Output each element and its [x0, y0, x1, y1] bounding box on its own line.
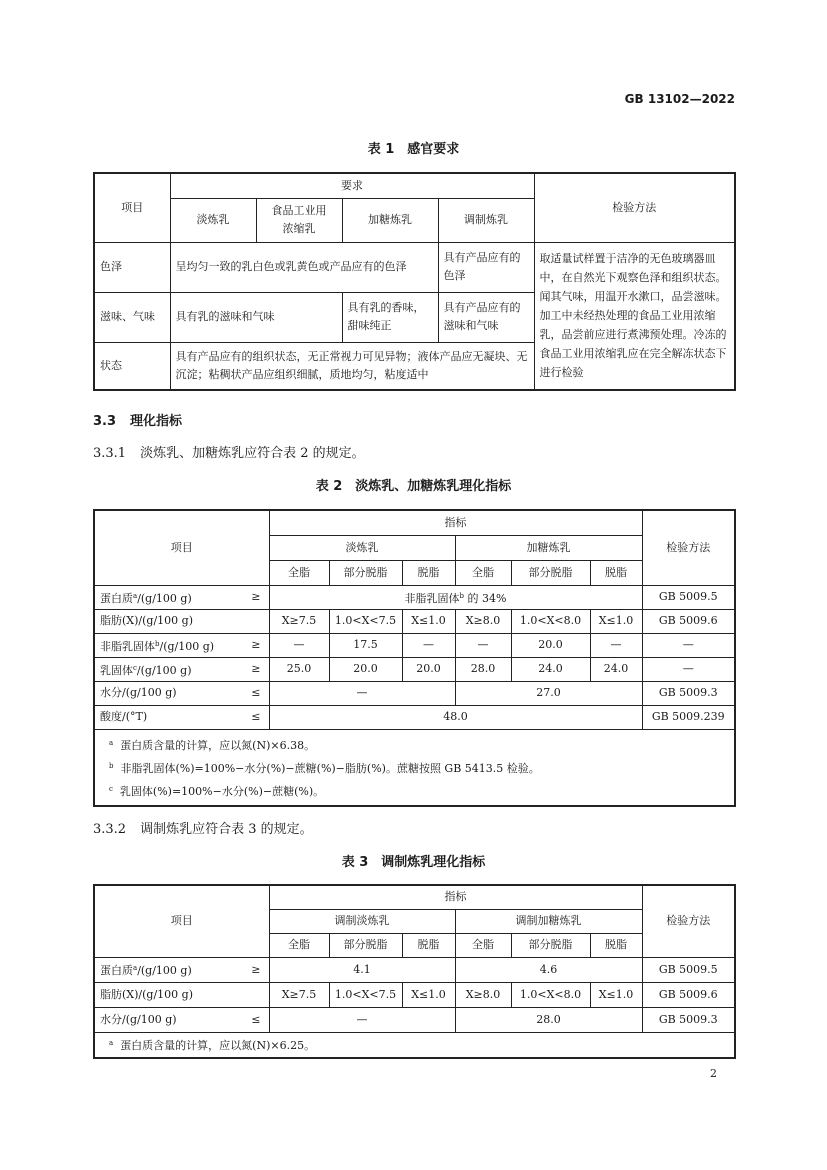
table-cell: X≥7.5: [269, 609, 329, 633]
table2-footnotes: [94, 729, 735, 806]
table3-sub-whole: 全脂: [269, 933, 329, 957]
footnote-c: $^c$ 乳固体(%)=100%−水分(%)−蔗糖(%)。: [109, 784, 325, 798]
table2-header-item: 项目: [94, 510, 269, 585]
table1-col-sweetened: 加糖炼乳: [342, 198, 438, 242]
table3-caption: 表 3 调制炼乳理化指标: [341, 855, 486, 870]
table-cell: 28.0: [455, 657, 511, 681]
table-cell: —: [402, 633, 455, 657]
table-cell: X≤1.0: [402, 982, 455, 1007]
table1-col-concentrated: 食品工业用 浓缩乳: [256, 198, 342, 242]
table3-row-protein: 蛋白质$^a$/(g/100 g) ≥: [94, 957, 269, 982]
table-cell: —: [269, 1007, 455, 1032]
table-cell: 20.0: [402, 657, 455, 681]
table-cell: 24.0: [511, 657, 590, 681]
table3-header-index: 指标: [269, 885, 642, 909]
table2-row-protein: 蛋白质$^a$/(g/100 g) ≥: [94, 585, 269, 609]
table-cell: 28.0: [455, 1007, 642, 1032]
table1-row-taste-c: 具有产品应有的滋味和气味: [438, 292, 534, 342]
table3-header-method: 检验方法: [642, 885, 735, 957]
table1-header-item: 项目: [94, 173, 170, 242]
table2-row-moisture: 水分/(g/100 g) ≤: [94, 681, 269, 705]
table-cell: X≤1.0: [590, 609, 642, 633]
table1-caption: 表 1 感官要求: [367, 142, 460, 157]
table1-row-state-a: 具有产品应有的组织状态，无正常视力可见异物；液体产品应无凝块、无沉淀；粘稠状产品应组织细腻，质地均匀，粘度适中: [170, 342, 534, 390]
table-cell: X≤1.0: [402, 609, 455, 633]
table-cell: 17.5: [329, 633, 402, 657]
table1-method-text: 取适量试样置于洁净的无色玻璃器皿中，在自然光下观察色泽和组织状态。闻其气味，用温开水漱口，品尝滋味。加工中未经热处理的食品工业用浓缩乳，品尝前应进行煮沸预处理。冷冻的食品工业用浓缩乳应在完全解冻状态下进行检验: [534, 242, 735, 390]
table-cell: 4.6: [455, 957, 642, 982]
footnote-b: $^b$ 非脂乳固体(%)=100%−水分(%)−蔗糖(%)−脂肪(%)。蔗糖按照 GB 5413.5 检验。: [109, 761, 540, 775]
table2-row-nonfat-solids: 非脂乳固体$^b$/(g/100 g) ≥: [94, 633, 269, 657]
table-cell: X≥8.0: [455, 982, 511, 1007]
table2-protein-value: 非脂乳固体$^b$ 的 34%: [269, 585, 642, 609]
table-cell: X≥7.5: [269, 982, 329, 1007]
table3-footnotes: [94, 1032, 735, 1058]
table-cell: 48.0: [269, 705, 642, 729]
table-cell: —: [269, 633, 329, 657]
table2-group-evaporated: 淡炼乳: [269, 535, 455, 560]
standard-code: GB 13102—2022: [624, 92, 735, 106]
table3-row-fat: 脂肪(X)/(g/100 g): [94, 982, 269, 1007]
table2-sub-partial: 部分脱脂: [329, 560, 402, 585]
table3-row-moisture: 水分/(g/100 g) ≤: [94, 1007, 269, 1032]
footnote-a: $^a$ 蛋白质含量的计算，应以氮(N)×6.25。: [109, 1039, 316, 1053]
table3-group-formulated-evaporated: 调制淡炼乳: [269, 909, 455, 933]
section-3-3-1: 3.3.1 淡炼乳、加糖炼乳应符合表 2 的规定。: [93, 446, 365, 461]
table-cell: —: [590, 633, 642, 657]
table-cell: 25.0: [269, 657, 329, 681]
table3-sub-partial: 部分脱脂: [329, 933, 402, 957]
table-cell: 1.0<X<8.0: [511, 609, 590, 633]
table-cell: 24.0: [590, 657, 642, 681]
table3-sub-whole: 全脂: [455, 933, 511, 957]
table2-row-milk-solids: 乳固体$^c$/(g/100 g) ≥: [94, 657, 269, 681]
table2-sub-whole: 全脂: [269, 560, 329, 585]
table3-sub-skim: 脱脂: [402, 933, 455, 957]
table3-group-formulated-sweetened: 调制加糖炼乳: [455, 909, 642, 933]
table2-header-method: 检验方法: [642, 510, 735, 585]
table-cell: 27.0: [455, 681, 642, 705]
table3-sub-skim: 脱脂: [590, 933, 642, 957]
table2-row-acidity: 酸度/(°T) ≤: [94, 705, 269, 729]
table1-row-taste-b: 具有乳的香味，甜味纯正: [342, 292, 438, 342]
section-3-3-2: 3.3.2 调制炼乳应符合表 3 的规定。: [93, 822, 313, 837]
table1: [93, 172, 736, 391]
table-cell: X≥8.0: [455, 609, 511, 633]
table1-row-color-name: 色泽: [94, 242, 170, 292]
table3-fat-method: GB 5009.6: [642, 982, 735, 1007]
table2-caption: 表 2 淡炼乳、加糖炼乳理化指标: [315, 479, 512, 494]
table2-protein-method: GB 5009.5: [642, 585, 735, 609]
table-cell: 1.0<X<8.0: [511, 982, 590, 1007]
table2-row-fat: 脂肪(X)/(g/100 g): [94, 609, 269, 633]
table2-sub-partial: 部分脱脂: [511, 560, 590, 585]
table2-fat-method: GB 5009.6: [642, 609, 735, 633]
table-cell: —: [455, 633, 511, 657]
table-cell: 20.0: [511, 633, 590, 657]
table1-col-formulated: 调制炼乳: [438, 198, 534, 242]
table3: [93, 884, 736, 1059]
table-cell: 1.0<X<7.5: [329, 609, 402, 633]
table3-moisture-method: GB 5009.3: [642, 1007, 735, 1032]
table2-moisture-method: GB 5009.3: [642, 681, 735, 705]
section-3-3: 3.3 理化指标: [93, 414, 183, 429]
table1-col-evaporated: 淡炼乳: [170, 198, 256, 242]
table3-sub-partial: 部分脱脂: [511, 933, 590, 957]
table-cell: 20.0: [329, 657, 402, 681]
table2-sub-skim: 脱脂: [402, 560, 455, 585]
table-cell: 4.1: [269, 957, 455, 982]
table1-header-requirement: 要求: [170, 173, 534, 198]
table2-solids-method: —: [642, 657, 735, 681]
table2-group-sweetened: 加糖炼乳: [455, 535, 642, 560]
table3-header-item: 项目: [94, 885, 269, 957]
table-cell: 1.0<X<7.5: [329, 982, 402, 1007]
table3-protein-method: GB 5009.5: [642, 957, 735, 982]
table-cell: —: [269, 681, 455, 705]
table2-header-index: 指标: [269, 510, 642, 535]
table2-sub-whole: 全脂: [455, 560, 511, 585]
table2-acidity-method: GB 5009.239: [642, 705, 735, 729]
table1-row-taste-a: 具有乳的滋味和气味: [170, 292, 342, 342]
table1-header-method: 检验方法: [534, 173, 735, 242]
table1-row-color-b: 具有产品应有的色泽: [438, 242, 534, 292]
table2-sub-skim: 脱脂: [590, 560, 642, 585]
footnote-a: $^a$ 蛋白质含量的计算，应以氮(N)×6.38。: [109, 738, 316, 752]
table2-nonfat-method: —: [642, 633, 735, 657]
table-cell: X≤1.0: [590, 982, 642, 1007]
page-number: 2: [710, 1067, 717, 1080]
table1-row-state-name: 状态: [94, 342, 170, 390]
table1-row-taste-name: 滋味、气味: [94, 292, 170, 342]
table1-row-color-a: 呈均匀一致的乳白色或乳黄色或产品应有的色泽: [170, 242, 438, 292]
table2: [93, 509, 736, 807]
